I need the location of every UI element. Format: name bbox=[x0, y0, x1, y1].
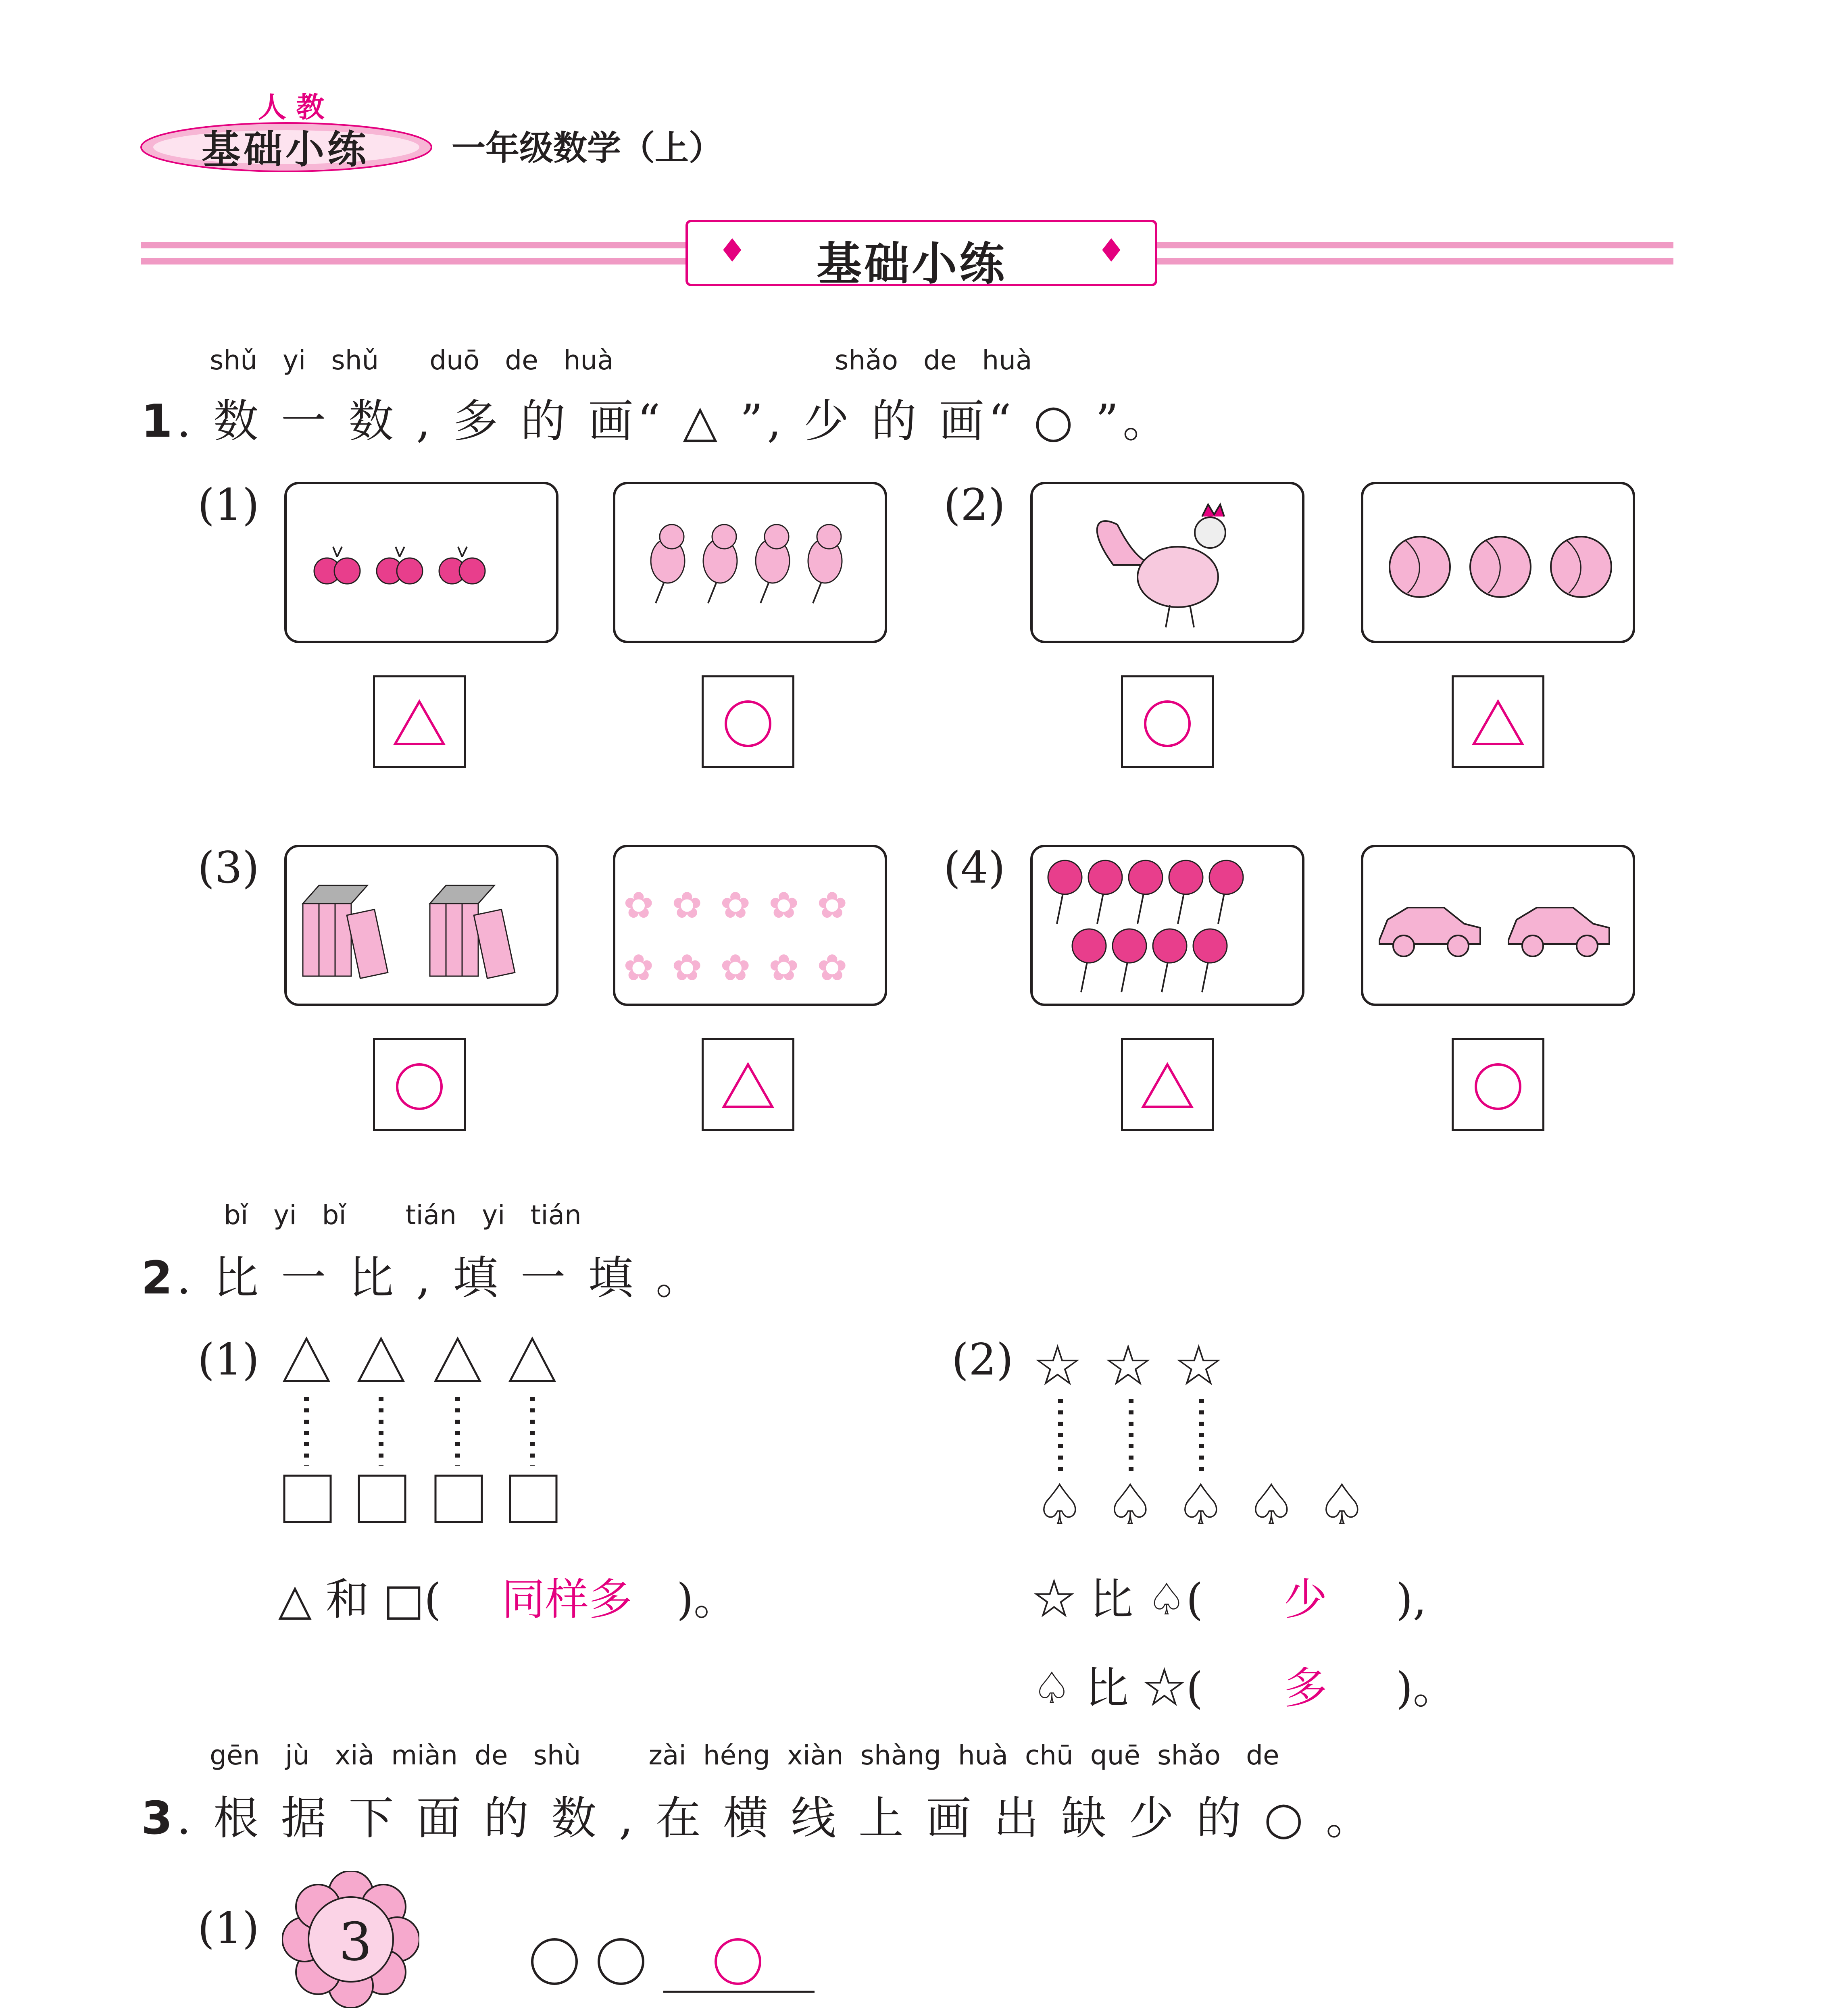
brand-top: 人 教 bbox=[258, 91, 325, 124]
diamond-icon-right: ♦ bbox=[1097, 232, 1126, 269]
q2-p2-line1: ☆ 比 ♤( 少 ), bbox=[1032, 1574, 1427, 1625]
circle-icon bbox=[1454, 1040, 1542, 1129]
star-spade-matching bbox=[1032, 1335, 1379, 1536]
triangle-square-matching bbox=[278, 1335, 569, 1532]
circle-icon bbox=[1123, 677, 1212, 766]
brand-name: 基础小练 bbox=[202, 127, 369, 172]
section-title: 基础小练 bbox=[817, 238, 1007, 290]
frame-books bbox=[284, 845, 558, 1006]
lollipop-icons bbox=[1033, 847, 1302, 1004]
frame-lollipops bbox=[1030, 845, 1304, 1006]
svg-text:☆: ☆ bbox=[1173, 1335, 1224, 1399]
triangle-icon bbox=[375, 677, 464, 766]
q1-answer-box bbox=[373, 1038, 466, 1131]
triangle-icon bbox=[704, 1040, 792, 1129]
q1-group1-label: (1) bbox=[198, 480, 259, 530]
q3-item1-label: (1) bbox=[198, 1903, 259, 1954]
q2-p2-answer2: 多 bbox=[1283, 1663, 1327, 1714]
frame-leaves bbox=[613, 845, 887, 1006]
q1-answer-box bbox=[702, 675, 794, 768]
svg-text:✿: ✿ bbox=[672, 947, 702, 989]
svg-text:✿: ✿ bbox=[720, 947, 751, 989]
svg-text:♤: ♤ bbox=[1105, 1472, 1156, 1536]
svg-text:☆: ☆ bbox=[1103, 1335, 1154, 1399]
q1-group3-label: (3) bbox=[198, 843, 259, 893]
q2-p1-answer: 同样多 bbox=[501, 1574, 632, 1625]
frame-balls bbox=[1361, 482, 1635, 643]
q1-answer-box bbox=[373, 675, 466, 768]
q3-number: 3 bbox=[141, 1792, 177, 1845]
q1-answer-box bbox=[1121, 1038, 1214, 1131]
svg-text:♤: ♤ bbox=[1034, 1472, 1085, 1536]
svg-text:✿: ✿ bbox=[817, 947, 848, 989]
frame-apples bbox=[284, 482, 558, 643]
q1-answer-box bbox=[702, 1038, 794, 1131]
q1-group4-label: (4) bbox=[944, 843, 1005, 893]
q2-prompt bbox=[141, 1242, 705, 1307]
q2-p1-label: (1) bbox=[198, 1335, 259, 1385]
svg-text:✿: ✿ bbox=[817, 884, 848, 927]
q2-p2-answer1: 少 bbox=[1283, 1574, 1327, 1625]
frame-birds bbox=[613, 482, 887, 643]
q3-prompt bbox=[141, 1782, 1375, 1847]
rooster-icon bbox=[1033, 484, 1302, 641]
svg-text:♤: ♤ bbox=[1246, 1472, 1297, 1536]
q1-text: . 数 一 数 , 多 的 画“ △ ”, 少 的 画“ ○ ”。 bbox=[176, 395, 1172, 448]
ball-icons bbox=[1363, 484, 1633, 641]
q2-text: . 比 一 比 , 填 一 填 。 bbox=[176, 1252, 705, 1304]
q3-pinyin: gēn jù xià miàn de shù zài héng xiàn shàng huà chū quē shǎo de bbox=[210, 1740, 1279, 1771]
q2-p1-sentence: △ 和 □( 同样多 )。 bbox=[278, 1574, 738, 1625]
bird-icons bbox=[615, 484, 885, 641]
q2-pinyin: bǐ yi bǐ tián yi tián bbox=[224, 1200, 581, 1231]
q1-pinyin-b: shǎo de huà bbox=[835, 345, 1032, 376]
q1-answer-box bbox=[1121, 675, 1214, 768]
book-icons bbox=[287, 847, 556, 1004]
circle-icon bbox=[375, 1040, 464, 1129]
q3-item1-number: 3 bbox=[339, 1911, 372, 1972]
svg-text:✿: ✿ bbox=[720, 884, 751, 927]
svg-text:✿: ✿ bbox=[623, 884, 654, 927]
apple-icons bbox=[287, 484, 556, 641]
frame-rooster bbox=[1030, 482, 1304, 643]
svg-text:✿: ✿ bbox=[769, 947, 799, 989]
q1-number: 1 bbox=[141, 395, 177, 448]
triangle-icon bbox=[1123, 1040, 1212, 1129]
svg-text:✿: ✿ bbox=[769, 884, 799, 927]
triangle-icon bbox=[1454, 677, 1542, 766]
q1-answer-box bbox=[1452, 1038, 1544, 1131]
circle-icon bbox=[704, 677, 792, 766]
q2-number: 2 bbox=[141, 1252, 177, 1304]
q2-p2-line2: ♤ 比 ☆( 多 )。 bbox=[1032, 1663, 1456, 1714]
q3-text: . 根 据 下 面 的 数 , 在 横 线 上 画 出 缺 少 的 ○ 。 bbox=[176, 1792, 1375, 1845]
car-icons bbox=[1363, 847, 1633, 1004]
diamond-icon-left: ♦ bbox=[718, 232, 747, 269]
leaf-icons bbox=[615, 847, 885, 1004]
grade-label: 一年级数学（上） bbox=[452, 128, 723, 168]
svg-text:✿: ✿ bbox=[672, 884, 702, 927]
svg-text:☆: ☆ bbox=[1032, 1335, 1083, 1399]
svg-text:♤: ♤ bbox=[1317, 1472, 1367, 1536]
q2-p2-label: (2) bbox=[952, 1335, 1013, 1385]
svg-text:✿: ✿ bbox=[623, 947, 654, 989]
q1-answer-box bbox=[1452, 675, 1544, 768]
q3-item1-circles bbox=[524, 1931, 831, 2004]
frame-cars bbox=[1361, 845, 1635, 1006]
q1-pinyin-a: shǔ yi shǔ duō de huà bbox=[210, 345, 614, 376]
q1-prompt bbox=[141, 385, 1172, 450]
q1-group2-label: (2) bbox=[944, 480, 1005, 530]
svg-text:♤: ♤ bbox=[1175, 1472, 1226, 1536]
